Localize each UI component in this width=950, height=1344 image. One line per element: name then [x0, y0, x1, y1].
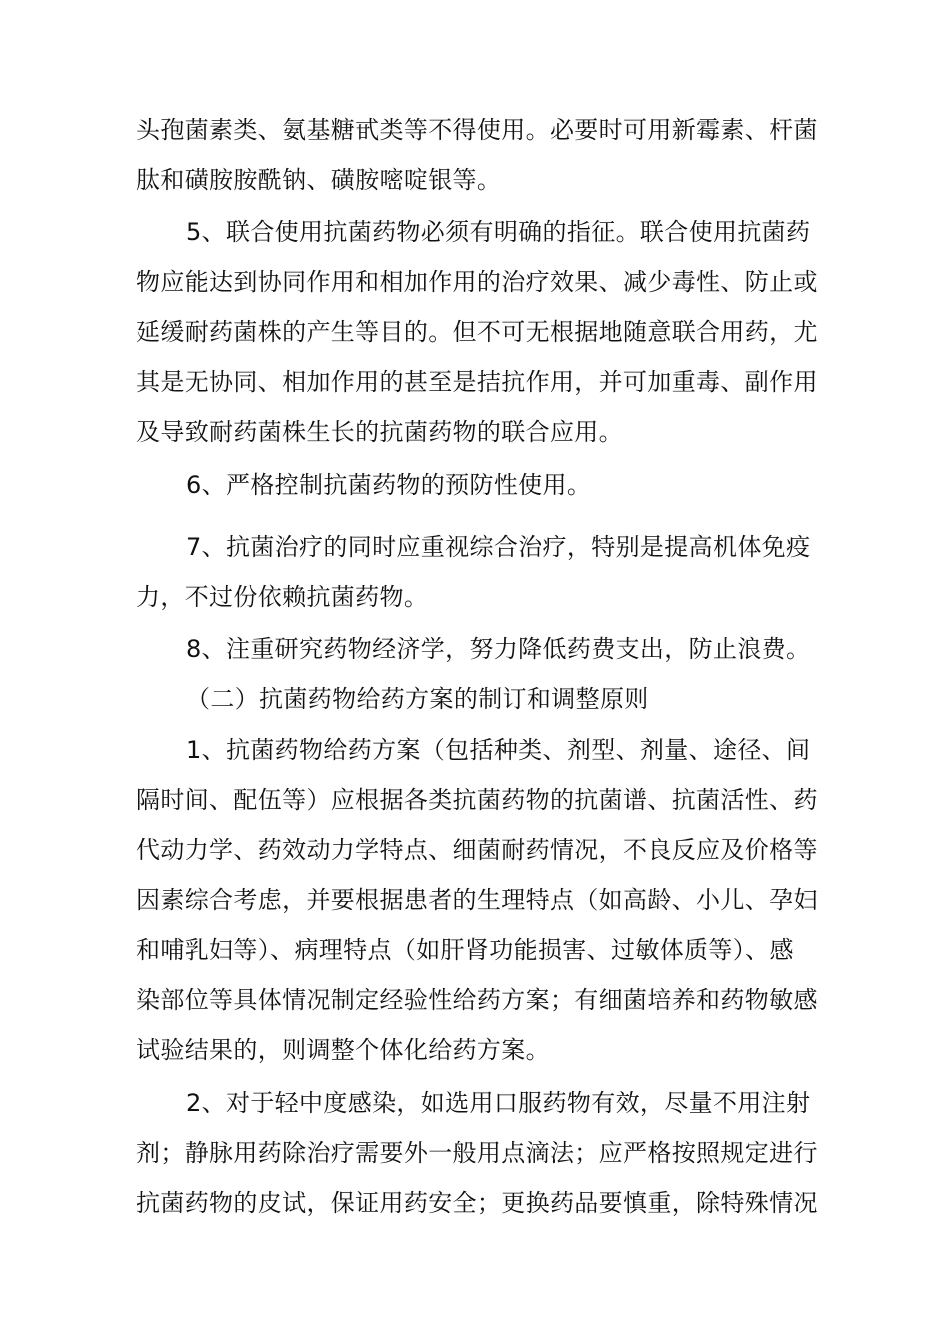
- text-line: 1、抗菌药物给药方案（包括种类、剂型、剂量、途径、间: [186, 736, 811, 764]
- text-line: 力，不过份依赖抗菌药物。: [136, 583, 429, 611]
- text-line: 试验结果的，则调整个体化给药方案。: [136, 1036, 550, 1064]
- text-line: 6、严格控制抗菌药物的预防性使用。: [186, 471, 592, 499]
- text-line: 及导致耐药菌株生长的抗菌药物的联合应用。: [136, 418, 623, 446]
- text-line: 剂；静脉用药除治疗需要外一般用点滴法；应严格按照规定进行: [136, 1139, 818, 1167]
- section-heading: （二）抗菌药物给药方案的制订和调整原则: [186, 685, 649, 713]
- text-line: 8、注重研究药物经济学，努力降低药费支出，防止浪费。: [186, 635, 811, 663]
- text-line: 染部位等具体情况制定经验性给药方案；有细菌培养和药物敏感: [136, 986, 818, 1014]
- text-line: 隔时间、配伍等）应根据各类抗菌药物的抗菌谱、抗菌活性、药: [136, 786, 818, 814]
- text-line: 因素综合考虑，并要根据患者的生理特点（如高龄、小儿、孕妇: [136, 886, 818, 914]
- text-line: 2、对于轻中度感染，如选用口服药物有效，尽量不用注射: [186, 1089, 811, 1117]
- text-line: 和哺乳妇等）、病理特点（如肝肾功能损害、过敏体质等）、感: [136, 936, 794, 964]
- text-line: 7、抗菌治疗的同时应重视综合治疗，特别是提高机体免疫: [186, 533, 811, 561]
- text-line: 5、联合使用抗菌药物必须有明确的指征。联合使用抗菌药: [186, 218, 811, 246]
- text-line: 代动力学、药效动力学特点、细菌耐药情况，不良反应及价格等: [136, 836, 818, 864]
- text-line: 抗菌药物的皮试，保证用药安全；更换药品要慎重，除特殊情况: [136, 1189, 818, 1217]
- text-line: 其是无协同、相加作用的甚至是拮抗作用，并可加重毒、副作用: [136, 368, 818, 396]
- text-line: 肽和磺胺胺酰钠、磺胺嘧啶银等。: [136, 166, 502, 194]
- text-line: 头孢菌素类、氨基糖甙类等不得使用。必要时可用新霉素、杆菌: [136, 116, 818, 144]
- text-line: 延缓耐药菌株的产生等目的。但不可无根据地随意联合用药，尤: [136, 318, 818, 346]
- text-line: 物应能达到协同作用和相加作用的治疗效果、减少毒性、防止或: [136, 268, 818, 296]
